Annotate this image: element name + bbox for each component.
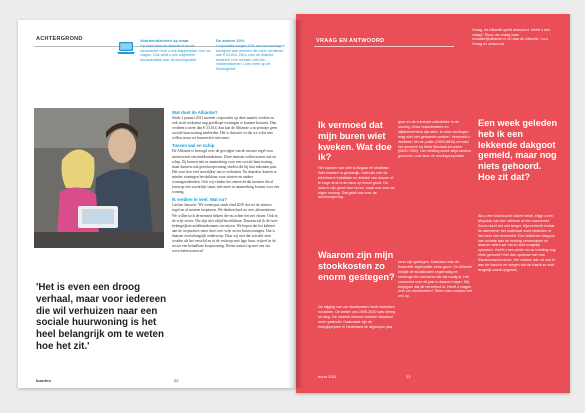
answer-paragraph: geur en de criminele activiteiten in de woning. Onze huismeesters en wijkbeheerders zijn alert. In onze woningen mag wiet niet gekweekt worden. Vermoedt u wietteelt, bel de politie (0900-8844) of meld het anoniem bij Meld Misdaad Anoniem (0800-7000). Uw melding wordt altijd serieus genomen, ook door de woningcorporatie. (398, 120, 471, 159)
question-heading: Ik vermoed dat mijn buren wiet kweken. Wat doe ik? (318, 120, 392, 163)
answer-text (398, 260, 472, 299)
intro-text: Vraag, de Alliantie geeft antwoord. Heeft u een vraag? Stuur uw vraag naar redactie@alliantie.nl of naar de Alliantie, t.a.v. Vraag en antwoord. (472, 28, 551, 46)
answer-text (398, 120, 472, 159)
info-box-text: Op onze www.de-alliantie.nl en de nieuwsbrief vindt u ons stappenplan voor uw vragen. Ook vindt u ons uitgebreid documentatie over de woningmarkt. (140, 44, 211, 62)
info-box (140, 38, 212, 62)
answer-paragraph: Als u een technische klacht meldt, krijgt u een afspraak van een vakman of een aannemer. Soms duurt het wat langer, bijvoorbeeld omdat de aannemer het materiaal moet bestellen of het weer niet meewerkt. Een lekkende dakgoot kan schade aan de woning veroorzaken en daarom willen we het zo snel mogelijk oplossen. Heeft u een week na uw melding nog niets gehoord? Bel dan opnieuw met ons Klantcontactcentrum. We zoeken dan uit wat er aan de hand is en zorgen dat de klacht zo snel mogelijk wordt opgelost. (478, 214, 556, 272)
page-number: 22 (174, 378, 179, 383)
section-title: Wat doet de Alliantie? (172, 110, 218, 115)
answer-text (318, 305, 396, 330)
info-box-heading: Voorbeeldzinnen op maat (140, 38, 189, 43)
answer-text (318, 166, 396, 200)
pull-quote: 'Het is even een droog verhaal, maar voor iedereen die wil verhuizen naar een sociale huurwoning is het heel belangrijk om te weten hoe het zit.' (36, 282, 167, 352)
footer-label: buurten (36, 378, 51, 383)
right-page (296, 14, 570, 393)
section-text: Sinds 1 januari 2011 moeten corporaties op deze manier werken en ook in de toekomst nog goedkope woningen te kunnen bouwen. Dan verdient u meer dan € 33.614, dan kan de Alliantie u in principe geen sociale huurwoning aanbieden. Het is dan niet zo dat we u dat niet willen, maar we kunnen het niet meer. (172, 116, 278, 141)
section-tag: VRAAG EN ANTWOORD (316, 38, 385, 44)
info-box-heading: De andere 10% (216, 38, 245, 43)
question-heading: Een week geleden heb ik een lekkende dakgoot gemeld, maar nog niets gehoord. Hoe zit dat? (478, 118, 558, 182)
left-page (18, 20, 296, 388)
section-tag: ACHTERGROND (36, 36, 83, 42)
laptop-icon (116, 40, 136, 56)
magazine-spread (18, 14, 570, 397)
article-column (172, 108, 280, 256)
answer-text (478, 214, 556, 273)
info-box-text: Corporaties mogen 10% van hun woningen toewijzen aan mensen die meer verdienen dan € 33.614. Dit is voor de Alliantie bestemd voor mensen met een middeninkomen. Lees meer op de Woningbrief. (216, 44, 285, 71)
section-title: Ik verdien te veel. Wat nu? (172, 197, 227, 203)
question-heading: Waarom zijn mijn stookkosten zo enorm gestegen? (318, 250, 395, 282)
info-box (216, 38, 288, 72)
header-rule (314, 46, 454, 47)
section-text: De Alliantie is bezorgd over de gevolgen van de nieuwe regel voor mensen met een middeninkomen. Deze mensen vallen tussen wal en schip. Zij komen niet in aanmerking voor een sociale huurwoning, maar kunnen ook geen koopwoning vinden die bij hun inkomen past. Het voor hen veel moeilijker om te verhuizen. En daardoor komen er minder woningen beschikbaar voor starters en andere woningzoekenden. Ook wij vinden het onterecht dat mensen die al jaren op een wachtlijst staan, niet meer in aanmerking komen voor een woning. (172, 149, 280, 195)
answer-paragraph: Het kweken van wiet is illegaal en strafbaar. Wiet kweken is gevaarlijk. Gebruikt met de elektrische installatie en diefstal van stroom of te hoge druk is de kans op brand groot. De risico's zijn groot voor buren, maar ook voor de eigen woning. Dat geldt ook voor de woonomgeving. (318, 166, 395, 200)
answer-paragraph: weer zijn gestegen. Daardoor was de financiële tegenvaller extra groot. De Alliantie bekijkt de stookkosten regelmatig en verhoogt het voorschot als dat nodig is. Het voorschot voor dit jaar is daarom hoger. Wij begrijpen dat dit vervelend is. Heeft u vragen over uw stookkosten? Neem dan contact met ons op. (398, 260, 472, 299)
section-text: Carlien Janssen: 'We weten pas sinds eind 2010 dat we de nieuwe regel nu al moeten toepassen. We denken hard na over alternatieven. We willen toch de mensen helpen die nu achter het net vissen. Ook in de vrije sector. Die zijn niet altijd beschikbaar. Daarom zal ik de twee belangrijkste middeninkomens verwijzen. We hopen dat het kabinet aan de corporaties meer doet over vrije sector huurwoningen. Dat is daarom een belangrijk onderwerp. Daar wij niet dat verschil zien zouden als het verschil en in de verkoop met lage huur, vrijwel in de sector een betaalbare koopwoning. Neem contact op met ons via www.beterwonen.nl.' (172, 203, 278, 254)
footer-label: buurt 2011 (318, 374, 337, 379)
family-photo (34, 108, 164, 248)
answer-paragraph: De stijging van uw stookkosten heeft meerdere oorzaken. De winter van 2009-2010 was streng en lang. De meeste mensen hebben daardoor meer gestookt. Daarnaast zijn de energieprijzen in Nederland de afgelopen jaar (318, 305, 396, 329)
section-title: Tussen wal en schip (172, 143, 215, 149)
page-number: 23 (406, 374, 411, 379)
